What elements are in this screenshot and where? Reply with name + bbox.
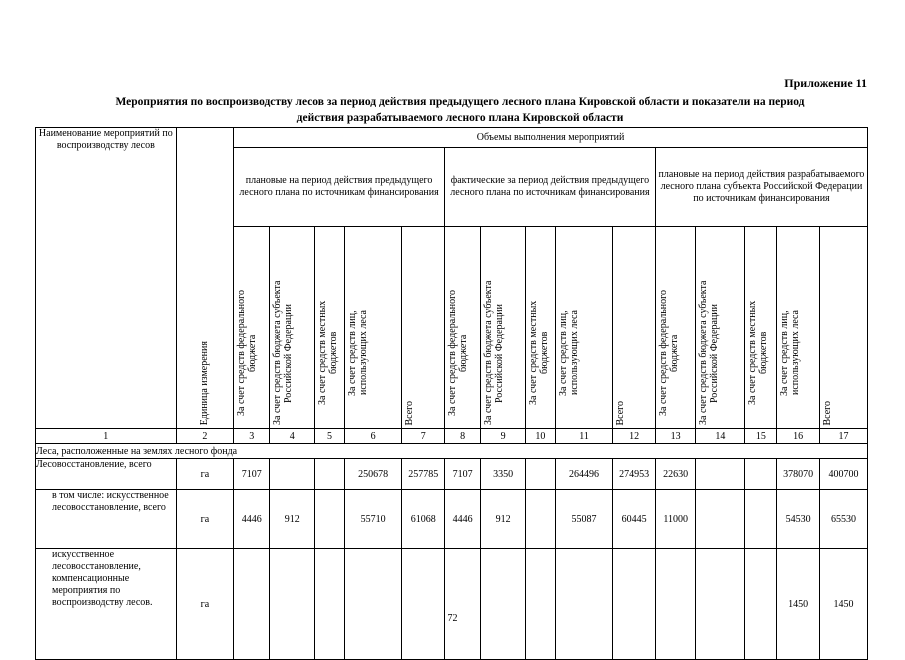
column-number: 2 [176,429,234,444]
column-number: 17 [819,429,867,444]
row-value [696,459,745,490]
title-line-1: Мероприятия по воспроизводству лесов за период действия предыдущего лесного плана Кировской области и показатели на период [115,96,805,108]
row-value [481,549,526,660]
header-group-actual-previous: фактические за период действия предыдущего лесного плана по источникам финансирования [445,148,656,227]
row-unit: га [176,549,234,660]
row-value: 61068 [402,490,445,549]
column-number: 10 [525,429,555,444]
header-sub-regional: За счет средств бюджета субъекта Российской Федерации [696,226,745,428]
row-unit: га [176,490,234,549]
section-title: Леса, расположенные на землях лесного фонда [36,444,868,459]
row-value: 274953 [613,459,656,490]
page-number: 72 [447,613,458,624]
section-row [36,444,868,459]
column-number: 7 [402,429,445,444]
header-sub-users: За счет средств лиц, использующих леса [344,226,402,428]
row-value: 400700 [819,459,867,490]
row-value: 4446 [445,490,481,549]
row-value: 1450 [777,549,820,660]
appendix-label: Приложение 11 [784,76,867,90]
row-value [696,549,745,660]
header-sub-federal: За счет средств федерального бюджета [445,226,481,428]
header-sub-total: Всего [613,226,656,428]
column-numbers-row [36,429,868,444]
row-value [315,549,345,660]
table-row [36,490,868,549]
row-name: искусственное лесовосстановление, компенсационные мероприятия по воспроизводству лесов. [36,549,177,660]
header-unit [176,128,234,429]
row-unit: га [176,459,234,490]
header-sub-total: Всего [402,226,445,428]
header-sub-total: Всего [819,226,867,428]
row-value: 55087 [555,490,613,549]
row-value: 11000 [655,490,695,549]
row-value [344,549,402,660]
header-sub-regional: За счет средств бюджета субъекта Российской Федерации [270,226,315,428]
row-value: 7107 [234,459,270,490]
document-title [50,94,870,126]
row-value [745,490,777,549]
reforestation-table [35,127,868,660]
row-value: 55710 [344,490,402,549]
column-number: 12 [613,429,656,444]
header-sub-local: За счет средств местных бюджетов [745,226,777,428]
row-value [234,549,270,660]
row-value: 3350 [481,459,526,490]
row-value [745,549,777,660]
header-sub-local: За счет средств местных бюджетов [315,226,345,428]
row-value: 378070 [777,459,820,490]
row-value [270,459,315,490]
column-number: 13 [655,429,695,444]
row-value: 7107 [445,459,481,490]
header-sub-local: За счет средств местных бюджетов [525,226,555,428]
column-number: 14 [696,429,745,444]
column-number: 3 [234,429,270,444]
row-value [402,549,445,660]
column-number: 9 [481,429,526,444]
row-value [315,459,345,490]
column-number: 4 [270,429,315,444]
row-name: в том числе: искусственное лесовосстановление, всего [36,490,177,549]
column-number: 15 [745,429,777,444]
column-number: 16 [777,429,820,444]
header-row-1 [36,128,868,148]
table-row [36,549,868,660]
row-value: 65530 [819,490,867,549]
row-value: 54530 [777,490,820,549]
table-row [36,459,868,490]
row-value [525,459,555,490]
row-value [613,549,656,660]
column-number: 6 [344,429,402,444]
row-name: Лесовосстановление, всего [36,459,177,490]
header-sub-regional: За счет средств бюджета субъекта Российской Федерации [481,226,526,428]
header-sub-federal: За счет средств федерального бюджета [655,226,695,428]
row-value: 4446 [234,490,270,549]
header-sub-users: За счет средств лиц, использующих леса [555,226,613,428]
row-value: 250678 [344,459,402,490]
row-value: 22630 [655,459,695,490]
header-activity-name: Наименование мероприятий по воспроизводству лесов [36,128,177,429]
row-value: 912 [270,490,315,549]
row-value [555,549,613,660]
header-sub-federal: За счет средств федерального бюджета [234,226,270,428]
column-number: 11 [555,429,613,444]
row-value [696,490,745,549]
row-value [745,459,777,490]
row-value: 1450 [819,549,867,660]
column-number: 1 [36,429,177,444]
header-group-planned-previous: плановые на период действия предыдущего лесного плана по источникам финансирования [234,148,445,227]
row-value [525,490,555,549]
header-group-planned-new: плановые на период действия разрабатываемого лесного плана субъекта Российской Федерации по источникам финансирования [655,148,867,227]
row-value [445,549,481,660]
row-value: 912 [481,490,526,549]
column-number: 5 [315,429,345,444]
row-value [655,549,695,660]
row-value: 264496 [555,459,613,490]
header-sub-users: За счет средств лиц, использующих леса [777,226,820,428]
row-value: 60445 [613,490,656,549]
header-volumes: Объемы выполнения мероприятий [234,128,868,148]
column-number: 8 [445,429,481,444]
header-unit-label: Единица измерения [199,340,211,425]
row-value [270,549,315,660]
row-value [315,490,345,549]
row-value: 257785 [402,459,445,490]
row-value [525,549,555,660]
title-line-2: действия разрабатываемого лесного плана Кировской области [296,112,624,124]
